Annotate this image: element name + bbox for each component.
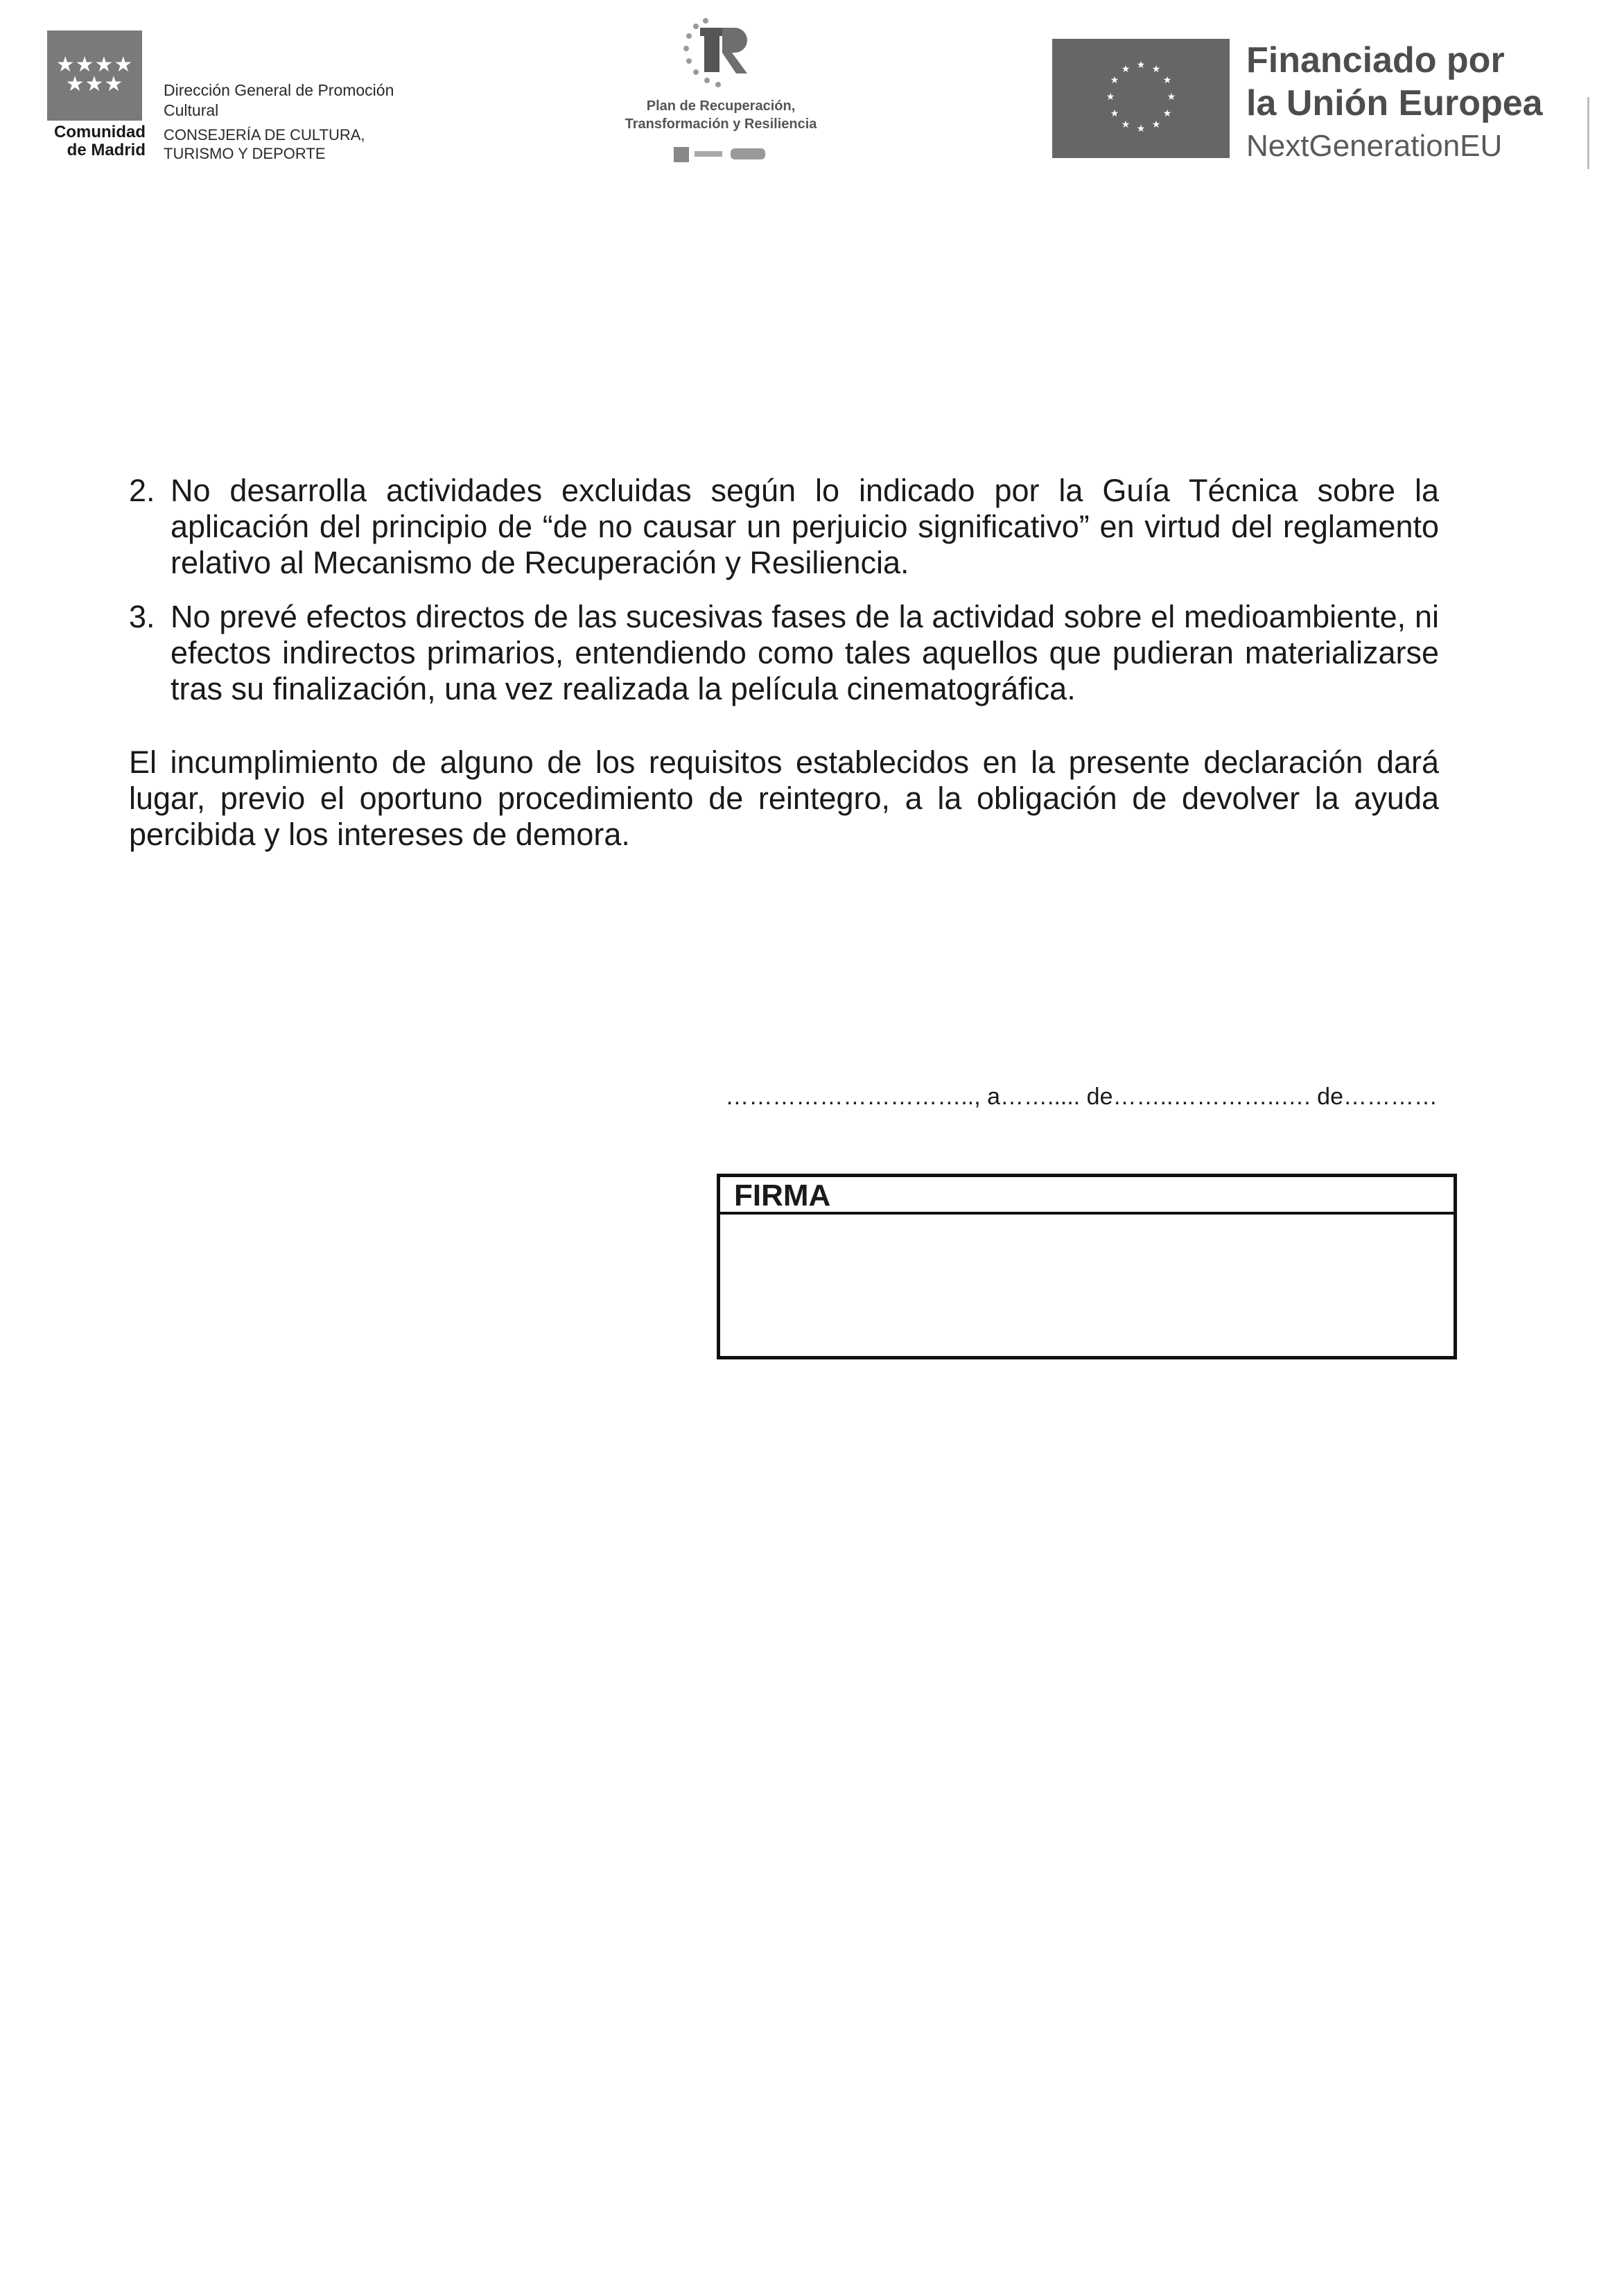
signature-label: FIRMA <box>720 1177 1454 1215</box>
list-item-number: 2. <box>129 473 155 508</box>
signature-area[interactable] <box>720 1215 1454 1353</box>
consejeria-line1: CONSEJERÍA DE CULTURA, <box>164 126 365 144</box>
prtr-line2: Transformación y Resiliencia <box>625 116 817 132</box>
eu-funding-logo <box>1052 39 1551 164</box>
svg-text:★: ★ <box>1121 64 1131 75</box>
list-item-number: 3. <box>129 599 155 634</box>
svg-text:★: ★ <box>1136 123 1146 134</box>
gobierno-badges-icon <box>674 140 768 168</box>
list-item <box>129 473 1439 581</box>
eu-flag-icon <box>1052 39 1230 158</box>
svg-text:★: ★ <box>1136 60 1146 71</box>
list-item-text: No desarrolla actividades excluidas según lo indicado por la Guía Técnica sobre la aplicación del principio de “de no causar un perjuicio significativo” en virtud del reglamento relativo al Mecanismo de Recuperación y Resiliencia. <box>171 473 1439 580</box>
prtr-logo <box>596 15 846 175</box>
noncompliance-paragraph: El incumplimiento de alguno de los requisitos establecidos en la presente declaración dará lugar, previo el oportuno procedimiento de reintegro, a la obligación de devolver la ayuda percibida y los intereses de demora. <box>129 745 1439 852</box>
svg-text:★: ★ <box>1106 92 1115 103</box>
madrid-stars-icon: ★★★★ ★★★ <box>55 53 134 96</box>
date-place-line[interactable]: ………………………….., a……..... de……..…………..…. de………… <box>725 1084 1438 1110</box>
list-item <box>129 599 1439 707</box>
svg-text:★: ★ <box>1162 75 1172 86</box>
madrid-flag-icon <box>47 31 142 121</box>
consejeria-line2: TURISMO Y DEPORTE <box>164 145 326 162</box>
eu-line3: NextGenerationEU <box>1246 129 1503 163</box>
madrid-name <box>47 123 146 159</box>
requirements-list <box>129 473 1439 725</box>
prtr-text <box>596 97 846 133</box>
prtr-line1: Plan de Recuperación, <box>646 98 796 114</box>
dg-line1: Dirección General de Promoción <box>164 81 394 99</box>
eu-line1: Financiado por <box>1246 40 1505 80</box>
svg-text:★: ★ <box>1151 119 1161 130</box>
svg-text:★: ★ <box>1121 119 1131 130</box>
consejeria <box>164 125 441 163</box>
svg-text:★: ★ <box>1162 108 1172 119</box>
svg-text:★: ★ <box>1167 92 1176 103</box>
svg-text:★: ★ <box>1151 64 1161 75</box>
dg-line2: Cultural <box>164 101 219 119</box>
svg-text:★: ★ <box>1110 75 1119 86</box>
signature-box[interactable] <box>717 1174 1457 1359</box>
madrid-name-line1: Comunidad <box>54 123 146 141</box>
svg-text:★: ★ <box>1110 108 1119 119</box>
eu-line2: la Unión Europea <box>1246 83 1543 123</box>
list-item-text: No prevé efectos directos de las sucesivas fases de la actividad sobre el medioambiente, ni efectos indirectos primarios, entendiendo como tales aquellos que pudieran materializarse tras su finalización, una vez realizada la película cinematográfica. <box>171 599 1439 706</box>
comunidad-madrid-logo <box>47 31 435 169</box>
direccion-general <box>164 80 441 121</box>
edge-rule <box>1587 97 1589 169</box>
prtr-mark-icon <box>679 15 762 92</box>
madrid-name-line2: de Madrid <box>67 141 146 159</box>
eu-stars-icon <box>1052 39 1230 158</box>
